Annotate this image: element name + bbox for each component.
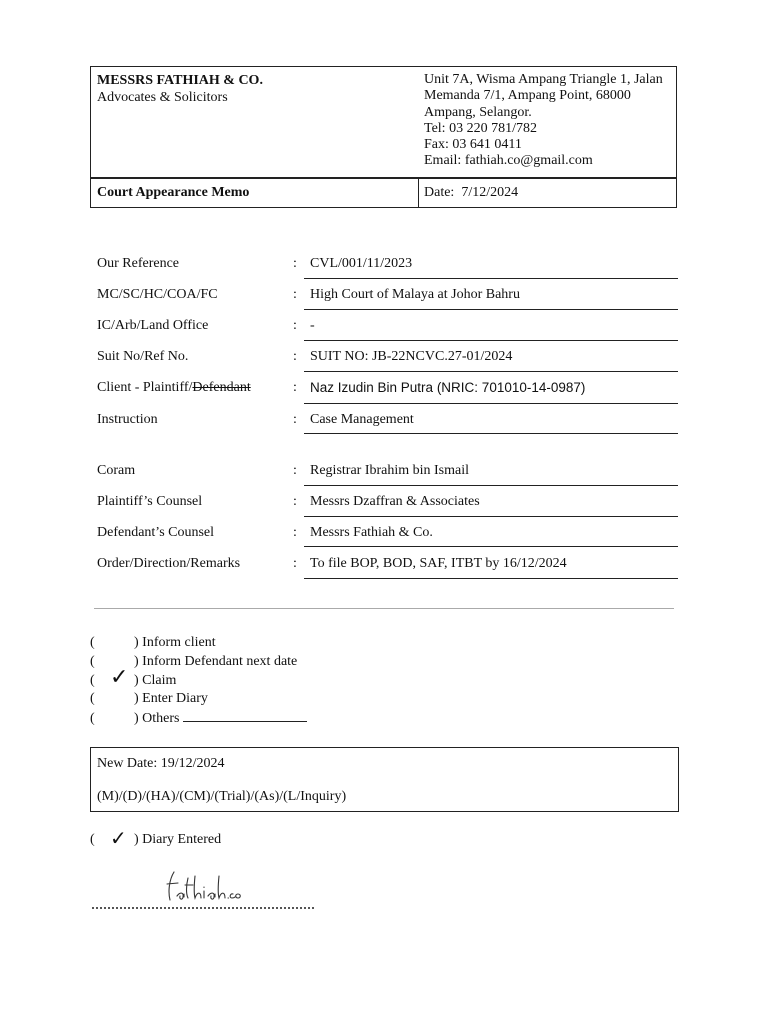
checklist-item-enter-diary	[90, 690, 208, 708]
label-client	[97, 380, 251, 396]
colon: :	[293, 349, 297, 364]
value-instruction: Case Management	[310, 412, 414, 427]
label-instruction: Instruction	[97, 412, 158, 427]
checklist-item-label: ) Claim	[134, 673, 177, 688]
underline	[304, 278, 678, 279]
value-ic-arb-land-office: -	[310, 318, 315, 333]
label-order-direction-remarks: Order/Direction/Remarks	[97, 556, 241, 571]
firm-address	[424, 72, 674, 170]
date-value: 7/12/2024	[461, 185, 519, 200]
underline	[304, 516, 678, 517]
date-label: Date:	[424, 185, 455, 200]
underline	[304, 403, 678, 404]
value-order-direction-remarks: To file BOP, BOD, SAF, ITBT by 16/12/2024	[310, 556, 567, 571]
label-defendant-counsel: Defendant’s Counsel	[97, 525, 215, 540]
underline	[304, 433, 678, 434]
colon: :	[293, 556, 297, 571]
firm-name: MESSRS FATHIAH & CO.	[97, 73, 263, 88]
underline	[304, 546, 678, 547]
checklist-item-label: ) Inform Defendant next date	[134, 654, 298, 669]
tel-line: Tel: 03 220 781/782	[424, 120, 537, 136]
value-client: Naz Izudin Bin Putra (NRIC: 701010-14-0987)	[310, 380, 586, 395]
check-mark-icon: ✓	[110, 665, 129, 690]
open-paren: (	[90, 711, 95, 726]
label-our-reference: Our Reference	[97, 256, 180, 271]
underline	[304, 578, 678, 579]
address-line: Unit 7A, Wisma Ampang Triangle 1, Jalan	[424, 72, 663, 87]
value-coram: Registrar Ibrahim bin Ismail	[310, 463, 470, 478]
colon: :	[293, 412, 297, 427]
label-court-type: MC/SC/HC/COA/FC	[97, 287, 218, 302]
checklist-item-others	[90, 709, 307, 728]
header-divider	[90, 177, 677, 179]
label-coram: Coram	[97, 463, 136, 478]
fax-line: Fax: 03 641 0411	[424, 137, 522, 153]
underline	[304, 309, 678, 310]
label-client-plaintiff: Client - Plaintiff/	[97, 380, 193, 395]
firm-description: Advocates & Solicitors	[97, 90, 228, 105]
open-paren: (	[90, 673, 95, 688]
signature-line	[92, 907, 314, 909]
colon: :	[293, 256, 297, 271]
checklist-item-label: ) Inform client	[134, 635, 216, 650]
open-paren: (	[90, 654, 95, 669]
address-line: Memanda 7/1, Ampang Point, 68000	[424, 88, 631, 104]
open-paren: (	[90, 691, 95, 706]
value-plaintiff-counsel: Messrs Dzaffran & Associates	[310, 494, 480, 509]
checklist-item-label: ) Enter Diary	[134, 691, 208, 706]
others-blank-line	[183, 709, 307, 722]
underline	[304, 371, 678, 372]
colon: :	[293, 525, 297, 540]
address-line: Ampang, Selangor.	[424, 104, 532, 120]
email-line: Email: fathiah.co@gmail.com	[424, 153, 593, 169]
signature	[166, 870, 246, 909]
value-defendant-counsel: Messrs Fathiah & Co.	[310, 525, 433, 540]
label-suit-no: Suit No/Ref No.	[97, 349, 189, 364]
underline	[304, 340, 678, 341]
section-separator	[94, 608, 674, 609]
value-court: High Court of Malaya at Johor Bahru	[310, 287, 520, 302]
label-client-defendant-struck: Defendant	[192, 380, 251, 395]
underline	[304, 485, 678, 486]
hearing-type-codes: (M)/(D)/(HA)/(CM)/(Trial)/(As)/(L/Inquiry)	[97, 789, 347, 804]
open-paren: (	[90, 635, 95, 650]
colon: :	[293, 287, 297, 302]
colon: :	[293, 380, 297, 395]
value-suit-no: SUIT NO: JB-22NCVC.27-01/2024	[310, 349, 513, 364]
colon: :	[293, 463, 297, 478]
label-ic-arb-land-office: IC/Arb/Land Office	[97, 318, 209, 333]
colon: :	[293, 318, 297, 333]
new-date: New Date: 19/12/2024	[97, 756, 225, 771]
colon: :	[293, 494, 297, 509]
checklist-item-label: ) Others	[134, 711, 180, 726]
checklist-item-inform-client	[90, 634, 216, 652]
diary-entered-label: ) Diary Entered	[134, 832, 222, 847]
open-paren: (	[90, 832, 95, 847]
checklist-item-claim	[90, 672, 176, 690]
value-our-reference: CVL/001/11/2023	[310, 256, 413, 271]
memo-title: Court Appearance Memo	[97, 185, 250, 200]
memo-date	[424, 185, 518, 201]
label-plaintiff-counsel: Plaintiff’s Counsel	[97, 494, 203, 509]
signature-drawing	[166, 870, 246, 904]
check-mark-icon: ✓	[110, 826, 127, 850]
header-vertical-divider	[418, 178, 419, 208]
